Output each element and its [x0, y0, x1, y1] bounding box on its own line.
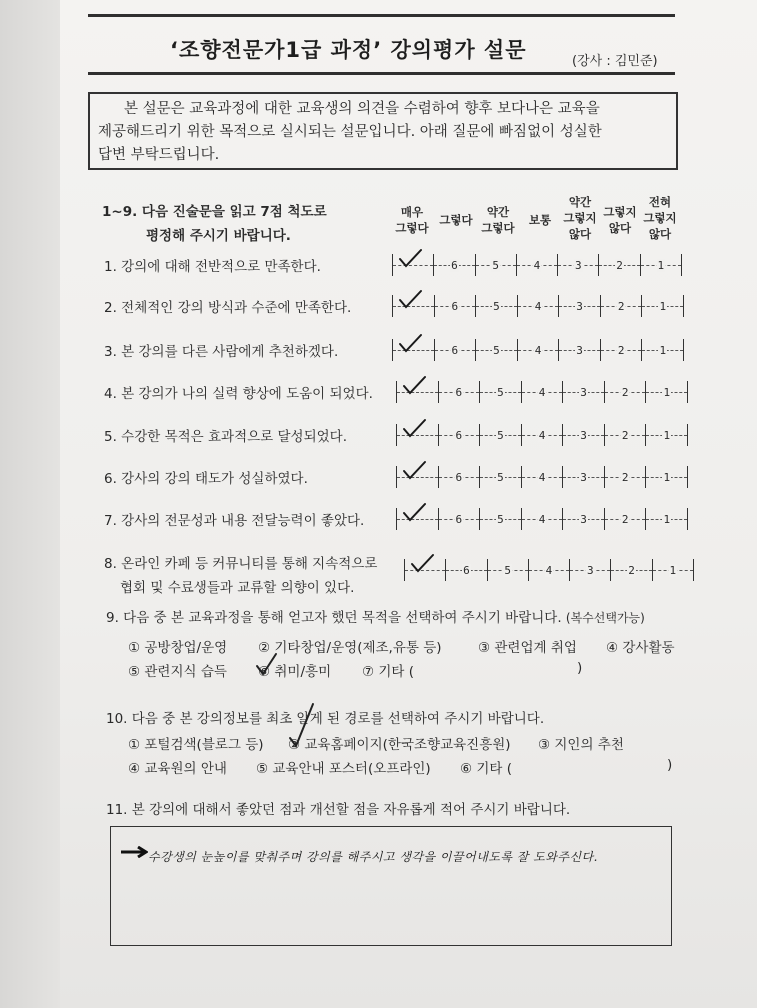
rating-number: 2	[616, 258, 623, 272]
rating-number: 5	[497, 385, 504, 399]
rating-number: 6	[451, 343, 459, 357]
rating-option[interactable]	[438, 466, 480, 488]
rating-option[interactable]	[610, 559, 651, 581]
rating-option[interactable]	[438, 508, 480, 530]
rating-option[interactable]	[645, 424, 688, 446]
rating-question-line: 3. 본 강의를 다른 사람에게 추천하겠다.	[104, 344, 339, 360]
rating-number: 3	[580, 428, 587, 442]
rating-question-text	[104, 509, 364, 529]
rating-number: 1	[663, 385, 671, 399]
rating-number: 2	[621, 470, 629, 484]
rating-number-wrap	[578, 513, 589, 526]
q11-question: 11. 본 강의에 대해서 좋았던 점과 개선할 점을 자유롭게 적어 주시기 바랍니다.	[106, 802, 571, 818]
scale-header-line: 그렇지	[603, 205, 637, 219]
rating-option[interactable]	[569, 559, 610, 581]
rating-number: 6	[451, 299, 459, 313]
rating-number-wrap	[449, 259, 460, 272]
q10-opt4[interactable]: ④ 교육원의 안내	[128, 761, 227, 777]
rating-option[interactable]	[521, 381, 563, 403]
rating-number-wrap	[537, 471, 548, 484]
rating-number: 3	[580, 470, 587, 484]
section-heading-line: 평정해 주시기 바랍니다.	[146, 228, 291, 244]
section-heading	[102, 200, 327, 248]
rating-option[interactable]	[645, 508, 688, 530]
rating-number-wrap	[450, 300, 461, 313]
rating-number-wrap	[657, 300, 668, 313]
rating-option[interactable]	[528, 559, 569, 581]
scale-header-line: 그렇다	[439, 213, 473, 227]
q10-opt1[interactable]: ① 포털검색(블로그 등)	[128, 737, 264, 753]
rating-number: 5	[497, 470, 504, 484]
rating-option[interactable]	[438, 381, 480, 403]
rating-number-wrap	[616, 344, 627, 357]
rating-option[interactable]	[604, 424, 646, 446]
q9-checkmark-icon	[254, 652, 278, 678]
scale-header-line: 그렇지	[643, 211, 677, 225]
q9-opt3[interactable]: ③ 관련업계 취업	[478, 640, 577, 656]
rating-option[interactable]	[598, 254, 639, 276]
rating-option[interactable]	[396, 466, 438, 488]
rating-number-wrap	[502, 564, 513, 577]
rating-scale	[396, 465, 688, 489]
rating-number: 2	[621, 428, 629, 442]
rating-number-wrap	[450, 344, 461, 357]
rating-option[interactable]	[640, 254, 682, 276]
rating-option[interactable]	[517, 295, 559, 317]
rating-question-text	[104, 382, 373, 402]
rating-option[interactable]	[479, 508, 521, 530]
rating-number: 4	[533, 258, 541, 272]
rating-question-text	[104, 425, 347, 445]
q9-opt5[interactable]: ⑤ 관련지식 습득	[128, 664, 227, 680]
rating-number: 6	[463, 563, 470, 577]
instructor-label: (강사 : 김민준)	[572, 54, 658, 69]
intro-box	[88, 92, 678, 170]
q10-opt5[interactable]: ⑤ 교육안내 포스터(오프라인)	[256, 761, 431, 777]
rating-question-text	[104, 255, 321, 275]
rating-number-wrap	[578, 429, 589, 442]
rating-number: 2	[628, 563, 635, 577]
rating-scale	[392, 253, 682, 277]
rating-number: 5	[497, 428, 504, 442]
rating-option[interactable]	[562, 381, 604, 403]
arrow-icon	[120, 846, 148, 858]
rating-number-wrap	[454, 471, 465, 484]
rating-option[interactable]	[396, 424, 438, 446]
rating-question-line: 8. 온라인 카페 등 커뮤니티를 통해 지속적으로	[104, 556, 378, 572]
rating-number: 6	[455, 470, 463, 484]
rating-option[interactable]	[600, 339, 642, 361]
rating-number-wrap	[533, 344, 544, 357]
q11-answer-box[interactable]	[110, 826, 672, 946]
intro-line: 본 설문은 교육과정에 대한 교육생의 의견을 수렴하여 향후 보다나은 교육을	[124, 101, 600, 117]
rating-number-wrap	[578, 386, 589, 399]
rating-scale	[404, 558, 694, 582]
rating-question-line: 5. 수강한 목적은 효과적으로 달성되었다.	[104, 429, 347, 445]
rating-number: 5	[504, 563, 512, 577]
rating-number-wrap	[626, 564, 637, 577]
q10-opt2[interactable]: ② 교육홈페이지(한국조향교육진흥원)	[288, 737, 511, 753]
rating-option[interactable]	[557, 254, 598, 276]
scale-header-line: 매우	[400, 205, 424, 219]
scale-header-line: 않다	[648, 227, 672, 241]
rating-number: 1	[659, 343, 667, 357]
scale-header	[388, 204, 436, 236]
rating-number-wrap	[661, 429, 672, 442]
rating-option[interactable]	[517, 339, 559, 361]
rating-number-wrap	[408, 259, 419, 272]
rating-option[interactable]	[433, 254, 474, 276]
rating-option[interactable]	[604, 466, 646, 488]
rating-number: 3	[586, 563, 594, 577]
rating-number: 3	[580, 512, 587, 526]
rating-option[interactable]	[562, 508, 604, 530]
intro-line: 제공해드리기 위한 목적으로 실시되는 설문입니다. 아래 질문에 빠짐없이 성실한	[98, 124, 602, 140]
rating-option[interactable]	[404, 559, 445, 581]
intro-line: 답변 부탁드립니다.	[98, 147, 220, 163]
rating-number-wrap	[454, 386, 465, 399]
rating-question-text	[104, 467, 308, 487]
rating-number: 1	[663, 470, 671, 484]
rating-option[interactable]	[396, 381, 438, 403]
rating-question-line: 7. 강사의 전문성과 내용 전달능력이 좋았다.	[104, 513, 365, 529]
rating-number-wrap	[614, 259, 625, 272]
scale-header-line: 그렇다	[481, 221, 515, 235]
rating-number: 4	[534, 299, 542, 313]
rating-question-text	[104, 552, 377, 596]
rating-number: 1	[669, 563, 677, 577]
rating-number: 4	[545, 563, 553, 577]
rating-number-wrap	[656, 259, 667, 272]
rating-number: 5	[493, 343, 500, 357]
rating-number-wrap	[537, 513, 548, 526]
scale-header	[432, 212, 480, 228]
rating-option[interactable]	[392, 254, 433, 276]
rating-number-wrap	[574, 344, 585, 357]
rating-number: 1	[659, 299, 667, 313]
q9-opt7[interactable]: ⑦ 기타 (	[362, 664, 415, 680]
rating-number-wrap	[408, 344, 419, 357]
rating-question-line: 4. 본 강의가 나의 실력 향상에 도움이 되었다.	[104, 386, 373, 402]
scale-header-line: 않다	[568, 227, 592, 241]
q9-question: 9. 다음 중 본 교육과정을 통해 얻고자 했던 목적을 선택하여 주시기 바랍니다.	[106, 610, 562, 626]
rating-number-wrap	[491, 300, 502, 313]
rating-option[interactable]	[445, 559, 486, 581]
rating-question-text	[104, 296, 351, 316]
rating-number-wrap	[412, 429, 423, 442]
rating-number-wrap	[537, 386, 548, 399]
rating-number: 5	[493, 299, 500, 313]
q9-opt6[interactable]: ⑥ 취미/흥미	[258, 664, 332, 680]
rating-option[interactable]	[641, 339, 684, 361]
title-underline	[88, 72, 675, 75]
q9-note: (복수선택가능)	[565, 611, 645, 625]
scale-header-line: 보통	[528, 213, 552, 227]
rating-option[interactable]	[641, 295, 684, 317]
rating-option[interactable]	[604, 508, 646, 530]
rating-option[interactable]	[645, 466, 688, 488]
rating-question-line: 6. 강사의 강의 태도가 성실하였다.	[104, 471, 308, 487]
rating-number-wrap	[661, 513, 672, 526]
rating-number-wrap	[461, 564, 472, 577]
rating-number-wrap	[574, 300, 585, 313]
rating-number-wrap	[412, 471, 423, 484]
rating-number: 4	[534, 343, 542, 357]
rating-option[interactable]	[475, 295, 517, 317]
rating-number-wrap	[573, 259, 584, 272]
q11-handwritten-answer: 수강생의 눈높이를 맞춰주며 강의를 해주시고 생각을 이끌어내도록 잘 도와주신다.	[148, 850, 598, 864]
rating-number-wrap	[412, 513, 423, 526]
rating-number-wrap	[420, 564, 431, 577]
rating-number-wrap	[620, 513, 631, 526]
rating-number: 2	[621, 512, 629, 526]
rating-number-wrap	[495, 513, 506, 526]
rating-number-wrap	[495, 471, 506, 484]
rating-number-wrap	[578, 471, 589, 484]
rating-question-line: 2. 전체적인 강의 방식과 수준에 만족한다.	[104, 300, 352, 316]
q10-opt6-close: )	[667, 757, 673, 773]
rating-number-wrap	[620, 429, 631, 442]
rating-question-line: 1. 강의에 대해 전반적으로 만족한다.	[104, 259, 321, 275]
rating-number: 4	[538, 428, 546, 442]
rating-option[interactable]	[652, 559, 694, 581]
rating-option[interactable]	[438, 424, 480, 446]
rating-option[interactable]	[558, 295, 600, 317]
rating-option[interactable]	[521, 466, 563, 488]
rating-number: 3	[576, 343, 583, 357]
rating-number-wrap	[616, 300, 627, 313]
q9-opt1[interactable]: ① 공방창업/운영	[128, 640, 228, 656]
rating-option[interactable]	[487, 559, 528, 581]
rating-number-wrap	[661, 386, 672, 399]
scale-header	[636, 194, 684, 242]
section-heading-line: 1~9. 다음 진술문을 읽고 7점 척도로	[102, 204, 327, 220]
rating-option[interactable]	[479, 466, 521, 488]
rating-option[interactable]	[562, 466, 604, 488]
rating-number-wrap	[454, 429, 465, 442]
rating-number-wrap	[495, 386, 506, 399]
q9-opt4[interactable]: ④ 강사활동	[606, 640, 675, 656]
q10-checkmark-icon	[286, 702, 316, 750]
rating-number-wrap	[495, 429, 506, 442]
rating-option[interactable]	[475, 339, 517, 361]
scale-header-line: 그렇다	[395, 221, 429, 235]
rating-question-text	[104, 340, 338, 360]
q9-text	[106, 606, 645, 626]
page-edge-shadow	[0, 0, 60, 1008]
rating-option[interactable]	[475, 254, 516, 276]
rating-number: 5	[492, 258, 500, 272]
scale-header	[474, 204, 522, 236]
rating-number: 4	[538, 470, 546, 484]
rating-option[interactable]	[516, 254, 557, 276]
rating-number: 6	[455, 428, 463, 442]
rating-scale	[396, 380, 688, 404]
rating-option[interactable]	[392, 339, 434, 361]
rating-number: 4	[538, 385, 546, 399]
rating-option[interactable]	[521, 508, 563, 530]
rating-number-wrap	[657, 344, 668, 357]
rating-option[interactable]	[521, 424, 563, 446]
rating-number-wrap	[491, 344, 502, 357]
rating-option[interactable]	[645, 381, 688, 403]
scale-header-line: 그렇지	[563, 211, 597, 225]
rating-number-wrap	[544, 564, 555, 577]
q10-question: 10. 다음 중 본 강의정보를 최초 알게 된 경로를 선택하여 주시기 바랍니다.	[106, 711, 545, 727]
rating-number-wrap	[408, 300, 419, 313]
rating-question-line: 협회 및 수료생들과 교류할 의향이 있다.	[120, 580, 355, 596]
rating-option[interactable]	[392, 295, 434, 317]
rating-scale	[396, 507, 688, 531]
rating-number: 3	[576, 299, 583, 313]
q10-opt3[interactable]: ③ 지인의 추천	[538, 737, 624, 753]
rating-number: 3	[574, 258, 582, 272]
rating-number-wrap	[668, 564, 679, 577]
rating-option[interactable]	[562, 424, 604, 446]
rating-option[interactable]	[604, 381, 646, 403]
rating-scale	[396, 423, 688, 447]
rating-number-wrap	[454, 513, 465, 526]
rating-number-wrap	[620, 386, 631, 399]
q9-opt2[interactable]: ② 기타창업/운영(제조,유통 등)	[258, 640, 442, 656]
rating-number: 6	[455, 385, 463, 399]
rating-option[interactable]	[434, 295, 476, 317]
q10-opt6[interactable]: ⑥ 기타 (	[460, 761, 513, 777]
rating-number: 6	[451, 258, 458, 272]
rating-option[interactable]	[479, 381, 521, 403]
rating-number: 6	[455, 512, 463, 526]
rating-number: 2	[621, 385, 629, 399]
rating-number-wrap	[585, 564, 596, 577]
rating-number: 5	[497, 512, 504, 526]
q9-opt7-close: )	[577, 660, 583, 676]
rating-number-wrap	[412, 386, 423, 399]
rating-number-wrap	[537, 429, 548, 442]
rating-scale	[392, 338, 684, 362]
rating-option[interactable]	[479, 424, 521, 446]
rating-number-wrap	[533, 300, 544, 313]
rating-number-wrap	[490, 259, 501, 272]
rating-option[interactable]	[434, 339, 476, 361]
survey-title: ‘조향전문가1급 과정’ 강의평가 설문	[170, 38, 527, 62]
rating-option[interactable]	[558, 339, 600, 361]
rating-option[interactable]	[600, 295, 642, 317]
rating-number: 2	[617, 343, 625, 357]
rating-number: 1	[663, 428, 671, 442]
rating-number: 1	[663, 512, 671, 526]
rating-number: 4	[538, 512, 546, 526]
rating-number-wrap	[620, 471, 631, 484]
scale-header-line: 전혀	[648, 195, 672, 209]
rating-number-wrap	[532, 259, 543, 272]
rating-number: 2	[617, 299, 625, 313]
scale-header-line: 않다	[608, 221, 632, 235]
rating-number: 1	[657, 258, 665, 272]
rating-number-wrap	[661, 471, 672, 484]
rating-option[interactable]	[396, 508, 438, 530]
scale-header-line: 약간	[486, 205, 510, 219]
top-rule	[88, 14, 675, 17]
rating-number: 3	[580, 385, 587, 399]
rating-scale	[392, 294, 684, 318]
scale-header-line: 약간	[568, 195, 592, 209]
